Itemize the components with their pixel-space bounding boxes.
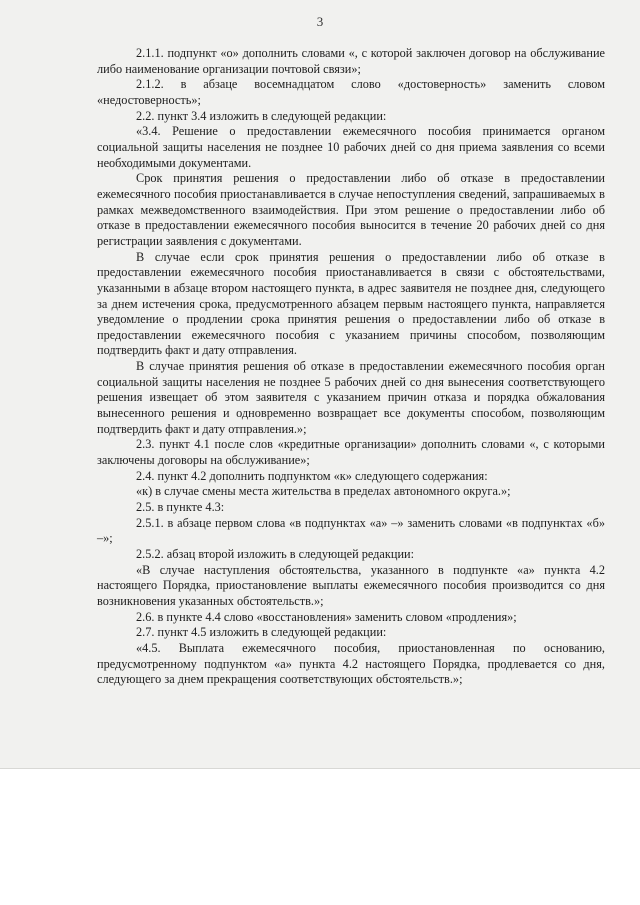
paragraph-2-7: 2.7. пункт 4.5 изложить в следующей редакции: — [136, 625, 387, 640]
paragraph-refusal: В случае принятия решения об отказе в предоставлении ежемесячного пособия орган социальной защиты населения не позднее 5 рабочих дней со дня вынесения соответствующего решения извещает об этом заявителя с указанием причин отказа и порядка обжалования вынесенного решения и одновременно возвращает все документы способом, позволяющим подтвердить факт и дату отправления.»; — [97, 359, 605, 436]
document-body — [97, 46, 605, 688]
paragraph-subpoint-k: «к) в случае смены места жительства в пределах автономного округа.»; — [136, 484, 511, 499]
paragraph-2-3: 2.3. пункт 4.1 после слов «кредитные организации» дополнить словами «, с которыми заключены договоры на обслуживание»; — [97, 437, 605, 468]
paragraph-4-5: «4.5. Выплата ежемесячного пособия, приостановленная по основанию, предусмотренному подпунктом «а» пункта 4.2 настоящего Порядка, продлевается со дня, следующего за днем прекращения соответствующих обстоятельств.»; — [97, 640, 605, 687]
page-number: 3 — [316, 14, 324, 29]
paragraph-2-5: 2.5. в пункте 4.3: — [136, 500, 225, 515]
paragraph-2-1-2: 2.1.2. в абзаце восемнадцатом слово «достоверность» заменить словом «недостоверность»; — [97, 77, 605, 107]
paragraph-2-5-2: 2.5.2. абзац второй изложить в следующей редакции: — [136, 547, 415, 561]
paragraph-2-5-1: 2.5.1. в абзаце первом слова «в подпунктах «а» –» заменить словами «в подпунктах «б» –»; — [97, 515, 605, 546]
paragraph-2-2: 2.2. пункт 3.4 изложить в следующей редакции: — [136, 108, 387, 123]
paragraph-2-6: 2.6. в пункте 4.4 слово «восстановления» заменить словом «продления»; — [136, 609, 517, 624]
paragraph-suspension-rule: «В случае наступления обстоятельства, указанного в подпункте «а» пункта 4.2 настоящего Порядка, приостановление выплаты ежемесячного пособия производится со дня возникновения указанных обстоятельств.»; — [97, 562, 605, 608]
paragraph-extension-notice: В случае если срок принятия решения о предоставлении либо об отказе в предоставлении ежемесячного пособия приостанавливается в связи с обстоятельствами, указанными в абзаце втором настоящего пункта, в адрес заявителя не позднее дня, следующего за днем истечения срока, предусмотренного абзацем первым настоящего пункта, направляется уведомление о продлении срока принятия решения о предоставлении либо об отказе в предоставлении ежемесячного пособия с указанием причины способом, позволяющим подтвердить факт и дату отправления. — [97, 249, 605, 358]
paragraph-3-4: «3.4. Решение о предоставлении ежемесячного пособия принимается органом социальной защиты населения не позднее 10 рабочих дней со дня приема заявления со всеми необходимыми документами. — [97, 124, 605, 170]
paragraph-2-1-1: 2.1.1. подпункт «о» дополнить словами «, с которой заключен договор на обслуживание либо наименование организации почтовой связи»; — [97, 46, 605, 76]
paragraph-2-4: 2.4. пункт 4.2 дополнить подпунктом «к» следующего содержания: — [136, 468, 488, 483]
paragraph-suspension-term: Срок принятия решения о предоставлении либо об отказе в предоставлении ежемесячного пособия приостанавливается в случае непоступления сведений, запрашиваемых в рамках межведомственного взаимодействия. При этом решение о предоставлении либо об отказе в предоставлении ежемесячного пособия выносится в течение 20 рабочих дней со дня регистрации заявления с документами. — [97, 171, 605, 248]
